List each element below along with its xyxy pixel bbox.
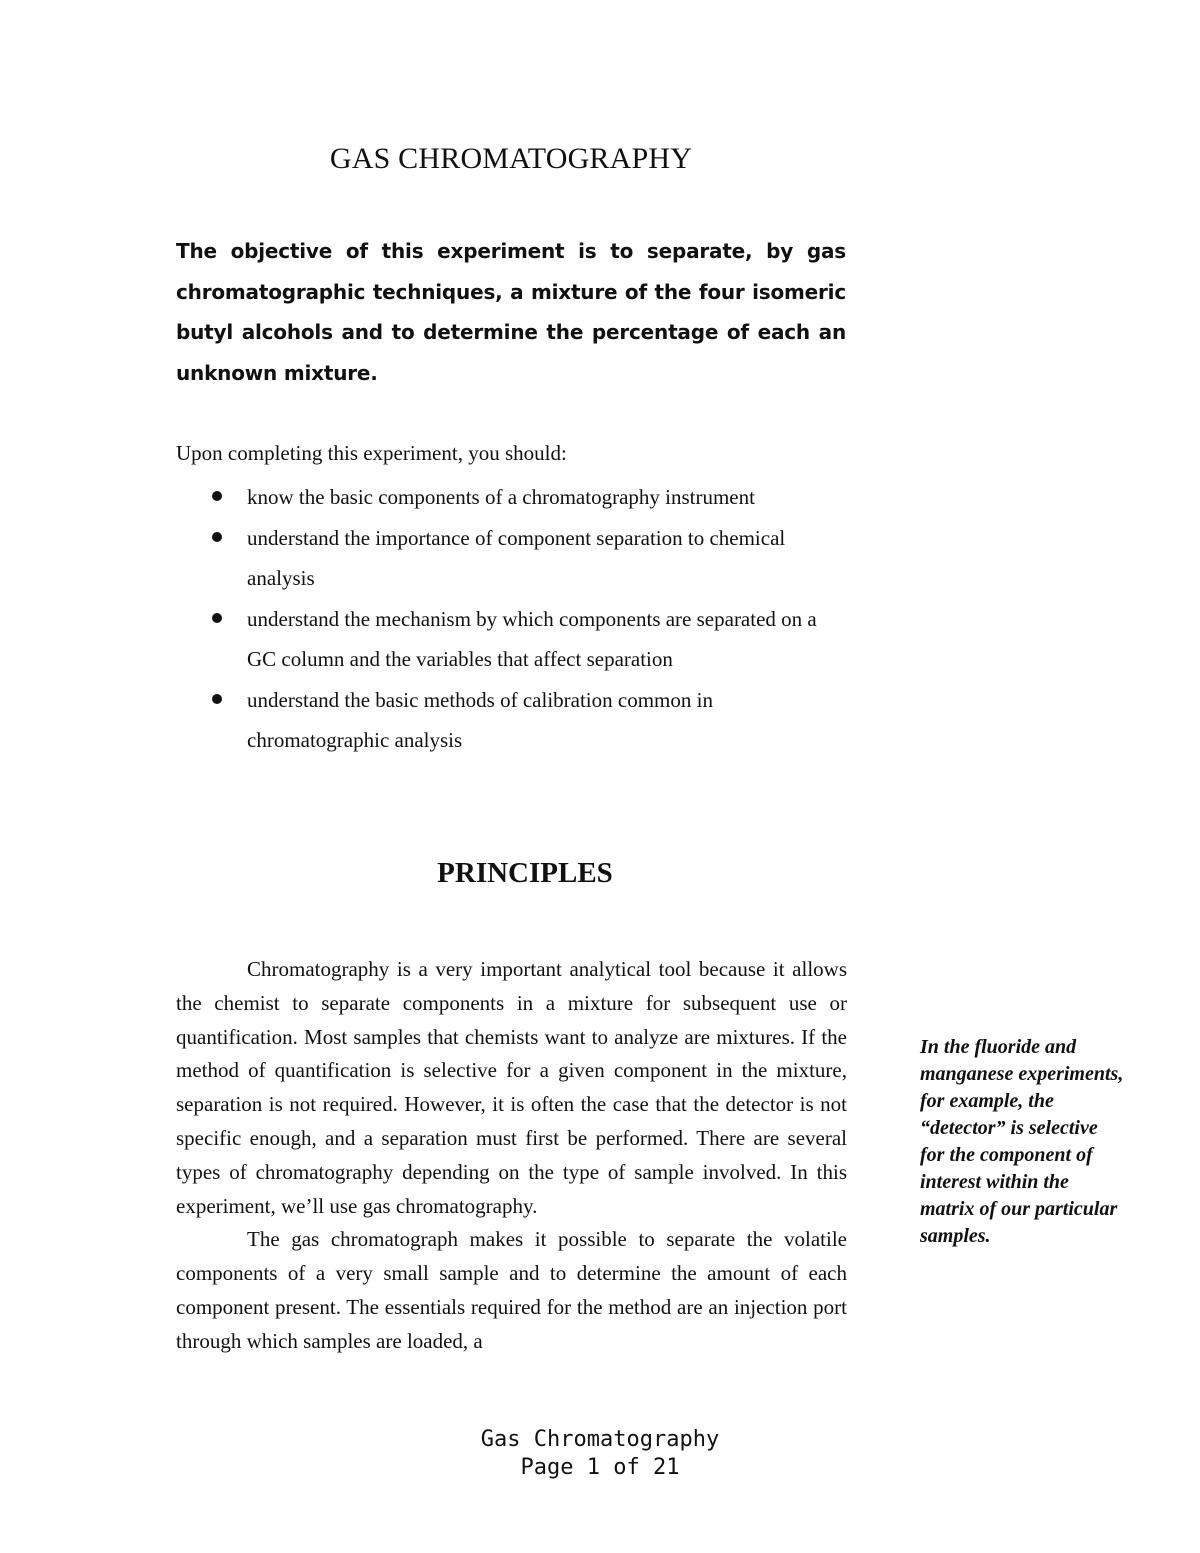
margin-note: In the fluoride and manganese experiments, for example, the “detector” is selective for the component of interest within the matrix of our particular samples. — [920, 1036, 1124, 1247]
learning-outcomes-list — [176, 477, 856, 761]
list-item-text: know the basic components of a chromatography instrument — [247, 485, 755, 509]
list-item-text: understand the basic methods of calibration common in chromatographic analysis — [247, 687, 713, 752]
section-heading: PRINCIPLES — [437, 857, 613, 889]
page-footer — [400, 1426, 800, 1482]
bullet-icon — [212, 532, 222, 542]
list-item — [176, 518, 847, 599]
intro-text: Upon completing this experiment, you should: — [176, 441, 567, 465]
bullet-icon — [212, 694, 222, 704]
list-item — [176, 477, 847, 518]
bullet-icon — [212, 613, 222, 623]
list-item-text: understand the importance of component separation to chemical analysis — [247, 525, 786, 590]
list-item-text: understand the mechanism by which components are separated on a GC column and the variables that affect separation — [247, 606, 817, 671]
footer-title: Gas Chromatography — [480, 1427, 720, 1452]
principles-body — [176, 953, 847, 1359]
bullet-icon — [212, 491, 222, 501]
list-item — [176, 599, 847, 680]
objective-paragraph: The objective of this experiment is to separate, by gas chromatographic techniques, a mixture of the four isomeric butyl alcohols and to determine the percentage of each an unknown mixture. — [176, 239, 846, 385]
body-paragraph: Chromatography is a very important analytical tool because it allows the chemist to separate components in a mixture for subsequent use or quantification. Most samples that chemists want to analyze are mixtures. If the method of quantification is selective for a given component in the mixture, separation is not required. However, it is often the case that the detector is not specific enough, and a separation must first be performed. There are several types of chromatography depending on the type of sample involved. In this experiment, we’ll use gas chromatography. — [176, 957, 847, 1218]
body-paragraph: The gas chromatograph makes it possible to separate the volatile components of a very small sample and to determine the amount of each component present. The essentials required for the method are an injection port through which samples are loaded, a — [176, 1227, 847, 1353]
page-number: Page 1 of 21 — [520, 1455, 680, 1480]
page-title: GAS CHROMATOGRAPHY — [329, 142, 693, 175]
list-item — [176, 680, 847, 761]
